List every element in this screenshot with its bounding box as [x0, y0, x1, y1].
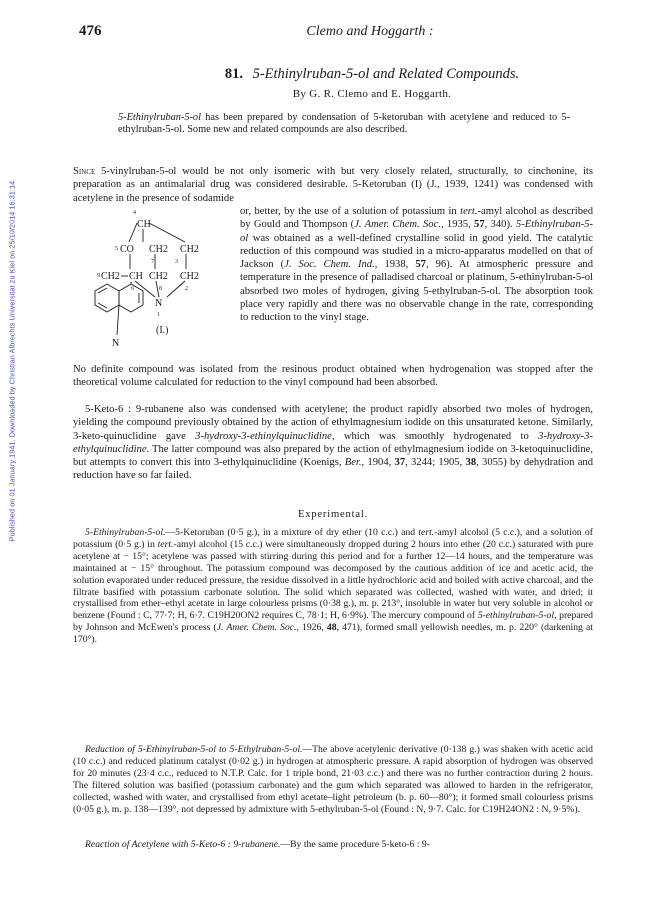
structure-label: (I.): [156, 325, 169, 336]
e2-text: —The above acetylenic derivative (0·138 g.) was shaken with acetic acid (10 c.c.) and reduced platinum catalyst (0·02 g.) in hydrogen at atmospheric pressure. A rapid absorption of hydrogen was observed for 20 minutes (23·4 c.c., reduced to N.T.P. Calc. for 1 triple bond, 21·03 c.c.) and there was no further contraction during 2 hours. The filtered solution was basified (potassium carbonate) and the gum which separated was allowed to harden in the refrigerator, collected, washed with water, and crystallised from ethyl acetate–light petroleum (b. p. 60—80°); it formed small colourless prisms (0·05 g.), m. p. 138—139°, not depressed by admixture with 5-ethylruban-5-ol (Found : N, 9·7. Calc. for C19H24ON2 : N, 9·5%).: [73, 744, 593, 815]
article-title-text: 5-Ethinylruban-5-ol and Related Compounds.: [252, 66, 520, 82]
e1-vol: 48: [326, 622, 337, 634]
atom-ch2-b: CH2: [180, 244, 199, 255]
e3-text: —By the same procedure 5-keto-6 : 9-: [280, 839, 430, 850]
experimental-paragraph-2: [73, 744, 593, 815]
intro-wrapped-text: [240, 205, 593, 325]
locant-3: 3: [175, 259, 178, 265]
e2-title: Reduction of 5-Ethinylruban-5-ol to 5-Ethylruban-5-ol.: [85, 744, 303, 755]
atom-ch2-left: CH2: [101, 271, 120, 282]
experimental-heading: Experimental.: [297, 509, 369, 520]
locant-8: 8: [159, 286, 162, 292]
e1-text-d: , prepared by Johnson and McEwen's process (: [73, 610, 593, 634]
locant-4: 4: [133, 210, 136, 216]
wrap-ref-1: J. Amer. Chem. Soc.: [354, 219, 441, 231]
p2-text-c: . The latter compound was also prepared by the action of ethylmagnesium iodide on 3-ketoquinuclidine, but attempts to convert this into 3-ethylquinuclidine (Koenigs,: [73, 443, 593, 469]
article-number: 81.: [224, 66, 243, 82]
locant-6: 6: [131, 286, 134, 292]
atom-ch2-c: CH2: [149, 271, 168, 282]
wrap-text-b: -amyl alcohol as described by Gould and Thompson (: [240, 206, 593, 231]
intro-after-structure: No definite compound was isolated from the resinous product obtained when hydrogenation was stopped after the theoretical volume calculated for reduction to the vinyl compound had been absorbed.: [73, 364, 593, 389]
download-watermark: [6, 92, 18, 628]
e1-text-c: -amyl alcohol (15 c.c.) were simultaneously dropped during 2 hours into ether (20 c.c.) saturated with pure acetylene at − 15°; acetylene was passed with stirring during this period and for a further 12—14 hours, and the temperature was maintained at − 15° throughout. The potassium compound was decomposed by the cautious addition of ice and acetic acid, the solution evaporated under reduced pressure, the residue dissolved in a little hydrochloric acid and boiled with active charcoal, and the filtrate basified with potassium carbonate solution. The solid which separated was collected, washed with water, and dried; it crystallised from ether–ethyl acetate in large colourless prisms (0·38 g.), m. p. 213°, insoluble in water but very soluble in alcohol or benzene (Found : C, 77·7; H, 6·7. C19H20ON2 requires C, 78·1; H, 6·9%). The mercury compound of: [73, 538, 593, 622]
wrap-compound: 5-Ethinylruban-5-ol: [240, 219, 593, 244]
locant-9: 9: [97, 273, 100, 279]
wrap-vol-2: 57: [415, 259, 426, 271]
wrap-text-c: , 1935,: [440, 219, 475, 231]
wrap-text-g: , 96). At atmospheric pressure and temperature in the presence of palladised charcoal or platinum, 5-ethinylruban-5-ol absorbed two moles of hydrogen, giving 5-ethylruban-5-ol. The absorption took place very rapidly and there was no observable change in the rate, corresponding to reduction to the vinyl stage.: [240, 259, 594, 324]
abstract-text: has been prepared by condensation of 5-ketoruban with acetylene and reduced to 5-ethylruban-5-ol. Some new and related compounds are also described.: [118, 112, 570, 136]
e1-text-a: —5-Ketoruban (0·5 g.), in a mixture of dry ether (10 c.c.) and: [165, 527, 419, 538]
p2-compound-2: 3-hydroxy-3-ethylquinuclidine: [73, 430, 593, 455]
intro-paragraph-2: [73, 403, 593, 483]
p2-text-a: 5-Keto-6 : 9-rubanene also was condensed with acetylene; the product rapidly absorbed two moles of hydrogen, yielding the compound previously obtained by the action of ethylmagnesium iodide on this unsaturated ketone. Similarly, 3-keto-quinuclidine gave: [73, 404, 593, 442]
e1-text-f: , 471), formed small yellowish needles, m. p. 220° (darkening at 170°).: [73, 622, 594, 646]
atom-co: CO: [120, 244, 134, 255]
p2-vol-1: 37: [394, 457, 406, 469]
experimental-paragraph-3: [73, 839, 593, 851]
wrap-text-e: was obtained as a well-defined crystalline solid in good yield. The catalytic reduction of this compound was studied in a micro-apparatus modelled on that of Jackson (: [240, 232, 593, 271]
e1-compound: 5-ethinylruban-5-ol: [477, 610, 555, 622]
locant-5: 5: [115, 246, 118, 252]
experimental-paragraph-1: [73, 527, 593, 646]
locant-1: 1: [157, 312, 160, 318]
article-title: [112, 66, 632, 83]
atom-ch-mid: CH: [129, 271, 143, 282]
abstract-compound: 5-Ethinylruban-5-ol: [118, 112, 201, 123]
p2-compound-1: 3-hydroxy-3-ethinylquinuclidine: [195, 430, 332, 442]
intro-lead-word: Since: [73, 166, 96, 177]
p2-text-d: , 1904,: [361, 457, 395, 469]
p2-ref: Ber.: [344, 457, 362, 469]
p2-text-e: , 3244; 1905,: [405, 457, 466, 469]
running-head: Clemo and Hoggarth :: [306, 24, 434, 39]
locant-2: 2: [185, 286, 188, 292]
page-number: 476: [79, 23, 102, 39]
atom-ch2-a: CH2: [149, 244, 168, 255]
e1-title: 5-Ethinylruban-5-ol.: [85, 527, 166, 538]
wrap-vol-1: 57: [474, 219, 485, 231]
atom-n-bridge: N: [155, 298, 163, 309]
article-authors: By G. R. Clemo and E. Hoggarth.: [292, 88, 452, 100]
wrap-text-a: or, better, by the use of a solution of potassium in: [240, 206, 461, 217]
wrap-text-f: , 1938,: [374, 259, 416, 271]
p2-text-f: , 3055) by dehydration and reduction have so far failed.: [73, 457, 593, 482]
abstract: [118, 112, 570, 137]
e1-text-b: -amyl alcohol (5 c.c.), and a solution of potassium (0·5 g.) in: [73, 527, 593, 550]
wrap-ref-2: J. Soc. Chem. Ind.: [284, 259, 375, 271]
p2-vol-2: 38: [465, 457, 477, 469]
e1-ref: J. Amer. Chem. Soc.: [216, 622, 297, 634]
wrap-text-d: , 340).: [484, 219, 516, 231]
atom-ch2-d: CH2: [180, 271, 199, 282]
intro-p1-text: 5-vinylruban-5-ol would be not only isomeric with but very closely related, structurally, to cinchonine, its preparation as an antimalarial drug was considered desirable. 5-Ketoruban (I) (J., 1939, 1241) was condensed with acetylene in the presence of sodamide: [73, 166, 593, 204]
e3-title: Reaction of Acetylene with 5-Keto-6 : 9-rubanene.: [85, 839, 281, 850]
e1-tert-2: tert.: [157, 538, 174, 550]
atom-n-ring: N: [112, 338, 120, 349]
watermark-text: Published on 01 January 1941. Downloaded by Christian Albrechts Universitat zu Kiel on 25/10/2014 16:31:14.: [7, 178, 17, 542]
e1-text-e: , 1926,: [296, 622, 327, 634]
p2-text-b: , which was smoothly hydrogenated to: [331, 430, 539, 442]
wrap-tert: tert.: [460, 206, 478, 217]
intro-paragraph-1: [73, 165, 593, 205]
structure-diagram: [73, 205, 233, 355]
locant-7: 7: [151, 259, 154, 265]
e1-tert-1: tert.: [418, 527, 435, 538]
atom-ch-top: CH: [137, 219, 151, 230]
